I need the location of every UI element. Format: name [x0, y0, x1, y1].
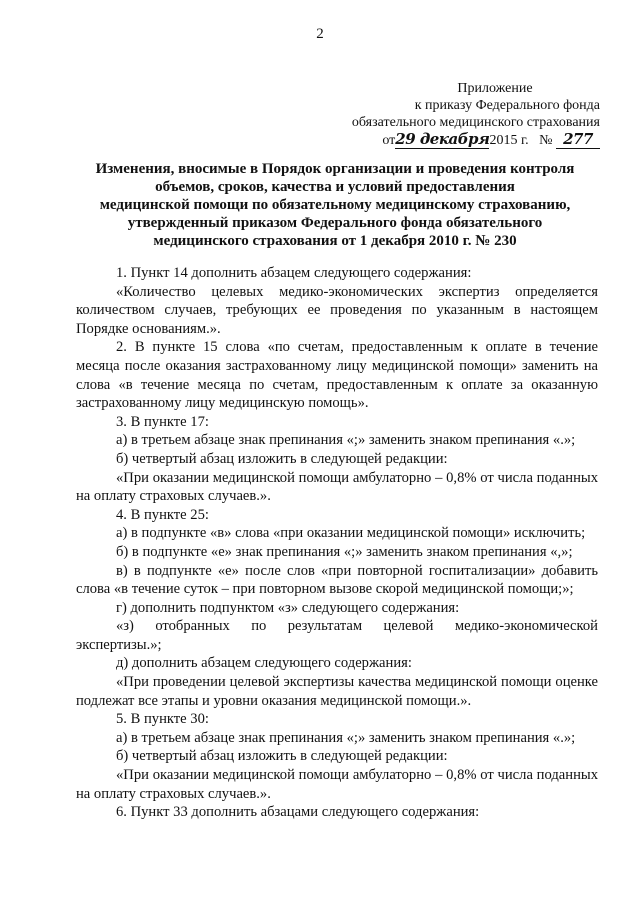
paragraph: 4. В пункте 25:	[116, 506, 209, 523]
paragraph: а) в подпункте «в» слова «при оказании медицинской помощи» исключить;	[116, 525, 586, 542]
paragraph: г) дополнить подпунктом «з» следующего содержания:	[116, 599, 460, 616]
handwritten-date: 29 декабря	[395, 130, 490, 148]
appendix-fund-name: обязательного медицинского страхования	[351, 115, 600, 130]
appendix-order-ref: к приказу Федерального фонда	[414, 98, 600, 113]
page-number: 2	[316, 26, 324, 42]
heading-line: объемов, сроков, качества и условий предоставления	[155, 179, 515, 195]
paragraph: «з) отобранных по результатам целевой медико-экономической экспертизы.»;	[76, 618, 598, 653]
appendix-block	[330, 80, 600, 149]
appendix-date-line	[330, 131, 600, 149]
paragraph: б) в подпункте «е» знак препинания «;» заменить знаком препинания «,»;	[116, 543, 573, 560]
paragraph: 2. В пункте 15 слова «по счетам, предоставленным к оплате в течение месяца после оказания застрахованному лицу медицинской помощи» заменить на слова «в течение месяца по счетам, предоставленным к оплате за оказанную застрахованному лицу медицинскую помощь».	[76, 339, 598, 412]
number-label: №	[539, 133, 553, 148]
date-year: 2015 г.	[489, 133, 529, 148]
paragraph: «При оказании медицинской помощи амбулаторно – 0,8% от числа поданных на оплату страховых случаев.».	[76, 469, 598, 505]
appendix-title: Приложение	[457, 81, 533, 96]
heading-line: Изменения, вносимые в Порядок организации и проведения контроля	[95, 161, 575, 177]
paragraph: «При проведении целевой экспертизы качества медицинской помощи оценке подлежат все этапы и уровни оказания медицинской помощи.».	[76, 674, 598, 709]
paragraph: д) дополнить абзацем следующего содержания:	[116, 655, 412, 672]
paragraph: а) в третьем абзаце знак препинания «;» заменить знаком препинания «.»;	[116, 432, 576, 449]
paragraph: 3. В пункте 17:	[116, 413, 209, 430]
document-body	[76, 264, 598, 822]
heading-line: медицинской помощи по обязательному медицинскому страхованию,	[99, 197, 571, 213]
heading-line: утвержденный приказом Федерального фонда обязательного	[127, 215, 543, 231]
paragraph: б) четвертый абзац изложить в следующей редакции:	[116, 450, 448, 467]
heading-line: медицинского страхования от 1 декабря 2010 г. № 230	[153, 233, 517, 249]
date-prefix: от	[382, 133, 396, 148]
paragraph: 5. В пункте 30:	[116, 711, 209, 728]
paragraph: а) в третьем абзаце знак препинания «;» заменить знаком препинания «.»;	[116, 729, 576, 746]
paragraph: «Количество целевых медико-экономических экспертиз определяется количеством случаев, требующих ее проведения по указанным в настоящем Порядке основаниям.».	[76, 283, 598, 337]
paragraph: «При оказании медицинской помощи амбулаторно – 0,8% от числа поданных на оплату страховых случаев.».	[76, 767, 598, 802]
paragraph: в) в подпункте «е» после слов «при повторной госпитализации» добавить слова «в течение суток – при повторном вызове скорой медицинской помощи;»;	[76, 562, 598, 598]
paragraph: б) четвертый абзац изложить в следующей редакции:	[116, 748, 448, 765]
paragraph: 1. Пункт 14 дополнить абзацем следующего содержания:	[116, 265, 472, 281]
document-heading	[70, 160, 600, 250]
paragraph: 6. Пункт 33 дополнить абзацами следующего содержания:	[116, 804, 480, 821]
handwritten-number: 277	[556, 131, 600, 149]
